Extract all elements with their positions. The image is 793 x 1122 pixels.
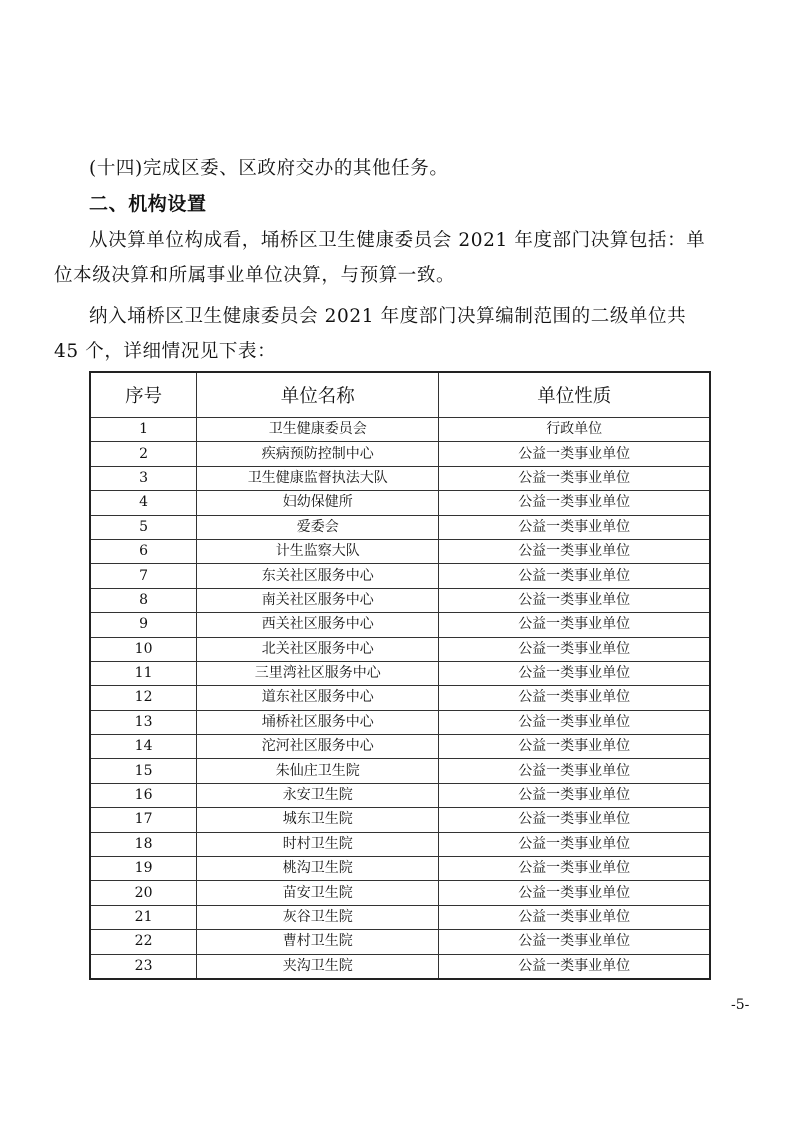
table-row: [90, 564, 710, 588]
table-row: [90, 857, 710, 881]
cell-unit-name: 时村卫生院: [197, 832, 439, 856]
table-row: [90, 735, 710, 759]
cell-index: 1: [90, 418, 197, 442]
cell-unit-name: 西关社区服务中心: [197, 613, 439, 637]
table-row: [90, 808, 710, 832]
cell-unit-name: 曹村卫生院: [197, 930, 439, 954]
cell-unit-name: 爱委会: [197, 515, 439, 539]
cell-unit-type: 公益一类事业单位: [439, 686, 710, 710]
cell-index: 13: [90, 710, 197, 734]
cell-index: 7: [90, 564, 197, 588]
cell-unit-name: 妇幼保健所: [197, 491, 439, 515]
table-row: [90, 686, 710, 710]
cell-index: 22: [90, 930, 197, 954]
table-row: [90, 466, 710, 490]
paragraph-line: 纳入埇桥区卫生健康委员会 2021 年度部门决算编制范围的二级单位共: [89, 306, 687, 327]
cell-unit-name: 埇桥社区服务中心: [197, 710, 439, 734]
cell-unit-type: 公益一类事业单位: [439, 759, 710, 783]
cell-index: 17: [90, 808, 197, 832]
cell-unit-type: 公益一类事业单位: [439, 735, 710, 759]
cell-unit-type: 公益一类事业单位: [439, 637, 710, 661]
cell-unit-type: 公益一类事业单位: [439, 954, 710, 979]
header-unit-name: 单位名称: [197, 372, 439, 418]
cell-index: 14: [90, 735, 197, 759]
cell-unit-name: 沱河社区服务中心: [197, 735, 439, 759]
cell-index: 3: [90, 466, 197, 490]
cell-unit-name: 灰谷卫生院: [197, 905, 439, 929]
cell-unit-type: 公益一类事业单位: [439, 466, 710, 490]
table-row: [90, 613, 710, 637]
cell-unit-type: 公益一类事业单位: [439, 442, 710, 466]
table-body: [90, 418, 710, 979]
cell-unit-name: 道东社区服务中心: [197, 686, 439, 710]
cell-index: 10: [90, 637, 197, 661]
cell-unit-type: 公益一类事业单位: [439, 661, 710, 685]
cell-index: 8: [90, 588, 197, 612]
cell-unit-name: 北关社区服务中心: [197, 637, 439, 661]
table-row: [90, 881, 710, 905]
table-row: [90, 491, 710, 515]
cell-unit-name: 桃沟卫生院: [197, 857, 439, 881]
cell-unit-type: 公益一类事业单位: [439, 491, 710, 515]
paragraph-unit-count: [54, 299, 714, 369]
cell-unit-type: 公益一类事业单位: [439, 613, 710, 637]
cell-unit-type: 公益一类事业单位: [439, 783, 710, 807]
cell-unit-name: 卫生健康监督执法大队: [197, 466, 439, 490]
paragraph-budget-composition: [54, 223, 714, 293]
table-row: [90, 954, 710, 979]
cell-index: 16: [90, 783, 197, 807]
cell-unit-type: 公益一类事业单位: [439, 539, 710, 563]
cell-index: 2: [90, 442, 197, 466]
cell-unit-type: 公益一类事业单位: [439, 832, 710, 856]
table-row: [90, 710, 710, 734]
cell-unit-name: 计生监察大队: [197, 539, 439, 563]
cell-index: 11: [90, 661, 197, 685]
table-row: [90, 418, 710, 442]
table-row: [90, 759, 710, 783]
table-row: [90, 442, 710, 466]
table-row: [90, 783, 710, 807]
header-unit-type: 单位性质: [439, 372, 710, 418]
cell-unit-name: 夹沟卫生院: [197, 954, 439, 979]
cell-index: 23: [90, 954, 197, 979]
table-row: [90, 539, 710, 563]
cell-index: 21: [90, 905, 197, 929]
cell-unit-type: 公益一类事业单位: [439, 588, 710, 612]
cell-unit-type: 行政单位: [439, 418, 710, 442]
cell-unit-type: 公益一类事业单位: [439, 515, 710, 539]
cell-unit-name: 卫生健康委员会: [197, 418, 439, 442]
units-table: [89, 371, 711, 980]
cell-index: 12: [90, 686, 197, 710]
section-heading: 二、机构设置: [89, 193, 207, 215]
cell-index: 20: [90, 881, 197, 905]
paragraph-other-tasks: (十四)完成区委、区政府交办的其他任务。: [89, 158, 449, 179]
cell-unit-type: 公益一类事业单位: [439, 564, 710, 588]
table-row: [90, 905, 710, 929]
table-header-row: [90, 372, 710, 418]
paragraph-line: 45 个，详细情况见下表：: [54, 341, 277, 362]
table-row: [90, 930, 710, 954]
cell-index: 4: [90, 491, 197, 515]
cell-index: 6: [90, 539, 197, 563]
paragraph-line: 从决算单位构成看，埇桥区卫生健康委员会 2021 年度部门决算包括：单: [89, 230, 706, 251]
table-row: [90, 515, 710, 539]
cell-unit-type: 公益一类事业单位: [439, 808, 710, 832]
table-row: [90, 588, 710, 612]
cell-unit-name: 城东卫生院: [197, 808, 439, 832]
cell-unit-name: 朱仙庄卫生院: [197, 759, 439, 783]
cell-unit-type: 公益一类事业单位: [439, 857, 710, 881]
cell-index: 5: [90, 515, 197, 539]
table-row: [90, 637, 710, 661]
cell-index: 19: [90, 857, 197, 881]
cell-unit-type: 公益一类事业单位: [439, 710, 710, 734]
cell-index: 15: [90, 759, 197, 783]
cell-unit-name: 东关社区服务中心: [197, 564, 439, 588]
cell-unit-type: 公益一类事业单位: [439, 881, 710, 905]
paragraph-line: 位本级决算和所属事业单位决算，与预算一致。: [54, 265, 456, 286]
cell-unit-name: 南关社区服务中心: [197, 588, 439, 612]
table-row: [90, 832, 710, 856]
table-row: [90, 661, 710, 685]
cell-unit-type: 公益一类事业单位: [439, 930, 710, 954]
page-number: -5-: [731, 997, 750, 1013]
cell-index: 9: [90, 613, 197, 637]
cell-unit-name: 疾病预防控制中心: [197, 442, 439, 466]
cell-unit-name: 永安卫生院: [197, 783, 439, 807]
cell-unit-type: 公益一类事业单位: [439, 905, 710, 929]
cell-unit-name: 三里湾社区服务中心: [197, 661, 439, 685]
cell-index: 18: [90, 832, 197, 856]
cell-unit-name: 苗安卫生院: [197, 881, 439, 905]
header-index: 序号: [90, 372, 197, 418]
